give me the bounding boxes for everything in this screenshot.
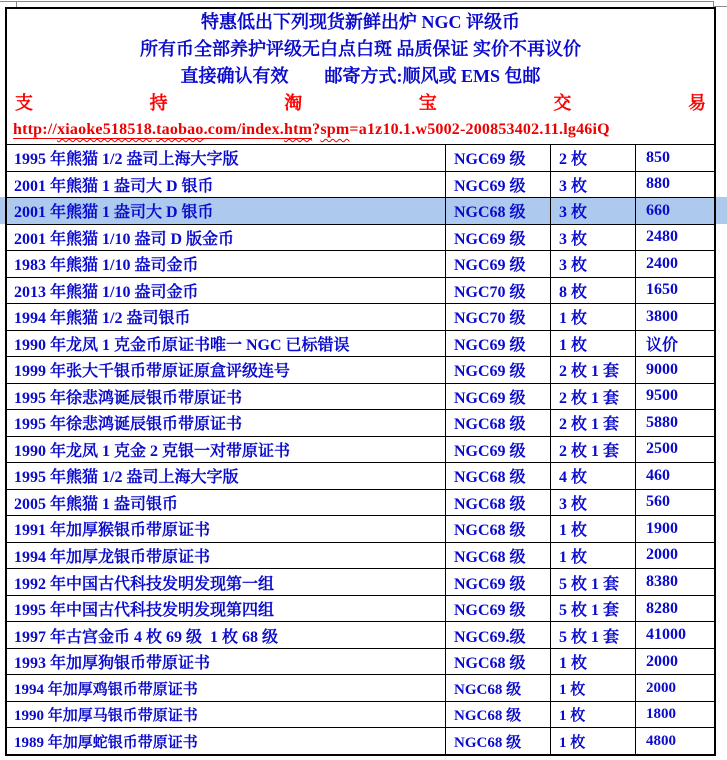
- cell-grade: NGC69 级: [445, 331, 550, 357]
- cell-price: 660: [635, 198, 714, 224]
- table-row[interactable]: [7, 277, 714, 304]
- cell-desc: 1994 年熊猫 1/2 盎司银币: [14, 310, 191, 328]
- cell-desc: 1990 年龙凤 1 克金币原证书唯一 NGC 已标错误: [14, 336, 350, 354]
- cell-qty: 2 枚 1 套: [550, 357, 635, 383]
- cell-price: 9500: [635, 384, 714, 410]
- cell-grade: NGC69 级: [445, 145, 550, 171]
- cell-desc: 1995 年徐悲鸿诞辰银币带原证书: [14, 416, 243, 434]
- cell-desc: 2001 年熊猫 1/10 盎司 D 版金币: [14, 230, 235, 248]
- cell-price: 880: [635, 172, 714, 198]
- table-row[interactable]: [7, 436, 714, 463]
- table-row[interactable]: [7, 144, 714, 171]
- cell-price: 1800: [635, 702, 714, 728]
- cell-desc: 1992 年中国古代科技发明发现第一组: [14, 575, 275, 593]
- cell-desc: 2013 年熊猫 1/10 盎司金币: [14, 283, 199, 301]
- taobao-banner-char: 支: [15, 93, 33, 113]
- cell-qty: 3 枚: [550, 251, 635, 277]
- cell-desc: 2001 年熊猫 1 盎司大 D 银币: [14, 204, 214, 222]
- table-row[interactable]: [7, 568, 714, 595]
- url-segment: htm: [284, 121, 313, 138]
- cell-qty: 1 枚: [550, 516, 635, 542]
- cell-price: 议价: [635, 331, 714, 357]
- taobao-banner-char: 交: [553, 93, 572, 113]
- table-row-selected[interactable]: [7, 197, 714, 224]
- cell-desc: 1990 年龙凤 1 克金 2 克银一对带原证书: [14, 442, 291, 460]
- cell-qty: 4 枚: [550, 463, 635, 489]
- cell-grade: NGC69 级: [445, 569, 550, 595]
- cell-grade: NGC69 级: [445, 437, 550, 463]
- cell-desc: 1995 年中国古代科技发明发现第四组: [14, 602, 275, 620]
- cell-grade: NGC68 级: [445, 728, 550, 754]
- cell-grade: NGC69.级: [445, 622, 550, 648]
- taobao-banner-char: 持: [149, 93, 168, 113]
- cell-qty: 1 枚: [550, 331, 635, 357]
- cell-price: 8280: [635, 596, 714, 622]
- cell-grade: NGC68 级: [445, 516, 550, 542]
- taobao-banner-char: 淘: [284, 93, 303, 113]
- cell-desc: 2001 年熊猫 1 盎司大 D 银币: [14, 177, 214, 195]
- cell-qty: 5 枚 1 套: [550, 622, 635, 648]
- cell-price: 5880: [635, 410, 714, 436]
- cell-qty: 3 枚: [550, 225, 635, 251]
- url-segment: spm: [320, 121, 350, 138]
- header-line-shipping: 直接确认有效 邮寄方式:顺风或 EMS 包邮: [180, 66, 541, 86]
- url-segment: http://: [13, 121, 58, 138]
- cell-price: 1900: [635, 516, 714, 542]
- cell-desc: 1994 年加厚鸡银币带原证书: [14, 681, 198, 698]
- cell-price: 8380: [635, 569, 714, 595]
- table-row[interactable]: [7, 489, 714, 516]
- cell-qty: 1 枚: [550, 304, 635, 330]
- cell-desc: 1995 年徐悲鸿诞辰银币带原证书: [14, 389, 243, 407]
- cell-price: 2000: [635, 675, 714, 701]
- url-segment: ?: [312, 121, 321, 138]
- cell-price: 2000: [635, 649, 714, 675]
- taobao-banner-char: 易: [687, 93, 706, 113]
- cell-qty: 3 枚: [550, 198, 635, 224]
- cell-grade: NGC68 级: [445, 702, 550, 728]
- table-row[interactable]: [7, 383, 714, 410]
- table-row[interactable]: [7, 515, 714, 542]
- cell-desc: 1995 年熊猫 1/2 盎司上海大字版: [14, 151, 239, 169]
- cell-qty: 3 枚: [550, 172, 635, 198]
- cell-grade: NGC69 级: [445, 384, 550, 410]
- cell-price: 2400: [635, 251, 714, 277]
- table-row[interactable]: [7, 595, 714, 622]
- cell-desc: 1983 年熊猫 1/10 盎司金币: [14, 257, 199, 275]
- cell-desc: 1994 年加厚龙银币带原证书: [14, 548, 211, 566]
- table-row[interactable]: [7, 701, 714, 728]
- url-segment: .com/index.: [203, 121, 284, 138]
- header-line-quality: 所有币全部养护评级无白点白斑 品质保证 实价不再议价: [140, 39, 581, 59]
- cell-qty: 8 枚: [550, 278, 635, 304]
- cell-desc: 1999 年张大千银币带原证原盒评级连号: [14, 363, 291, 381]
- table-row[interactable]: [7, 356, 714, 383]
- cell-grade: NGC69 级: [445, 251, 550, 277]
- cutoff-row-top-border: [0, 1, 713, 2]
- url-segment: taobao: [156, 121, 204, 138]
- url-segment: =a1z10.1.w5002-200853402.11.lg46iQ: [349, 121, 610, 138]
- shop-url-link[interactable]: [7, 117, 714, 144]
- url-segment: xiaoke518518: [57, 121, 152, 138]
- cell-price: 4800: [635, 728, 714, 754]
- cell-grade: NGC68 级: [445, 675, 550, 701]
- cell-qty: 2 枚 1 套: [550, 410, 635, 436]
- cell-qty: 1 枚: [550, 675, 635, 701]
- cell-price: 2480: [635, 225, 714, 251]
- table-row[interactable]: [7, 727, 714, 754]
- header-line-title: 特惠低出下列现货新鲜出炉 NGC 评级币: [201, 12, 520, 32]
- cell-qty: 2 枚 1 套: [550, 384, 635, 410]
- cell-grade: NGC69 级: [445, 172, 550, 198]
- cell-grade: NGC68 级: [445, 198, 550, 224]
- cell-desc: 2005 年熊猫 1 盎司银币: [14, 495, 179, 513]
- cell-desc: 1990 年加厚马银币带原证书: [14, 708, 198, 725]
- table-row[interactable]: [7, 648, 714, 675]
- table-row[interactable]: [7, 621, 714, 648]
- table-row[interactable]: [7, 224, 714, 251]
- cell-grade: NGC70 级: [445, 304, 550, 330]
- document-header: [7, 9, 714, 144]
- table-row[interactable]: [7, 330, 714, 357]
- cell-grade: NGC68 级: [445, 649, 550, 675]
- table-row[interactable]: [7, 303, 714, 330]
- cell-grade: NGC68 级: [445, 490, 550, 516]
- cell-grade: NGC69 级: [445, 225, 550, 251]
- cell-qty: 1 枚: [550, 543, 635, 569]
- cell-grade: NGC68 级: [445, 410, 550, 436]
- coin-grid: [7, 144, 714, 754]
- taobao-banner: [7, 90, 714, 117]
- price-list-table: [5, 7, 716, 756]
- table-row[interactable]: [7, 171, 714, 198]
- taobao-banner-char: 宝: [418, 93, 437, 113]
- cell-price: 850: [635, 145, 714, 171]
- table-row[interactable]: [7, 542, 714, 569]
- cell-qty: 1 枚: [550, 649, 635, 675]
- cell-grade: NGC68 级: [445, 543, 550, 569]
- cell-grade: NGC68 级: [445, 463, 550, 489]
- cell-qty: 3 枚: [550, 490, 635, 516]
- cell-grade: NGC70 级: [445, 278, 550, 304]
- cell-desc: 1997 年古宫金币 4 枚 69 级 1 枚 68 级: [14, 628, 279, 646]
- cell-qty: 5 枚 1 套: [550, 569, 635, 595]
- cell-price: 560: [635, 490, 714, 516]
- table-row[interactable]: [7, 462, 714, 489]
- cell-qty: 1 枚: [550, 728, 635, 754]
- cell-qty: 2 枚: [550, 145, 635, 171]
- cell-price: 1650: [635, 278, 714, 304]
- table-row[interactable]: [7, 250, 714, 277]
- cell-qty: 2 枚 1 套: [550, 437, 635, 463]
- cell-desc: 1995 年熊猫 1/2 盎司上海大字版: [14, 469, 239, 487]
- cell-price: 9000: [635, 357, 714, 383]
- cell-desc: 1993 年加厚狗银币带原证书: [14, 655, 211, 673]
- cell-grade: NGC69 级: [445, 357, 550, 383]
- cell-qty: 5 枚 1 套: [550, 596, 635, 622]
- cell-price: 2500: [635, 437, 714, 463]
- cell-price: 2000: [635, 543, 714, 569]
- cell-desc: 1989 年加厚蛇银币带原证书: [14, 734, 198, 751]
- url-segment: .: [151, 121, 157, 138]
- cell-price: 3800: [635, 304, 714, 330]
- cell-grade: NGC69 级: [445, 596, 550, 622]
- table-row[interactable]: [7, 409, 714, 436]
- cell-qty: 1 枚: [550, 702, 635, 728]
- cell-desc: 1991 年加厚猴银币带原证书: [14, 522, 211, 540]
- cell-price: 41000: [635, 622, 714, 648]
- table-row[interactable]: [7, 674, 714, 701]
- cell-price: 460: [635, 463, 714, 489]
